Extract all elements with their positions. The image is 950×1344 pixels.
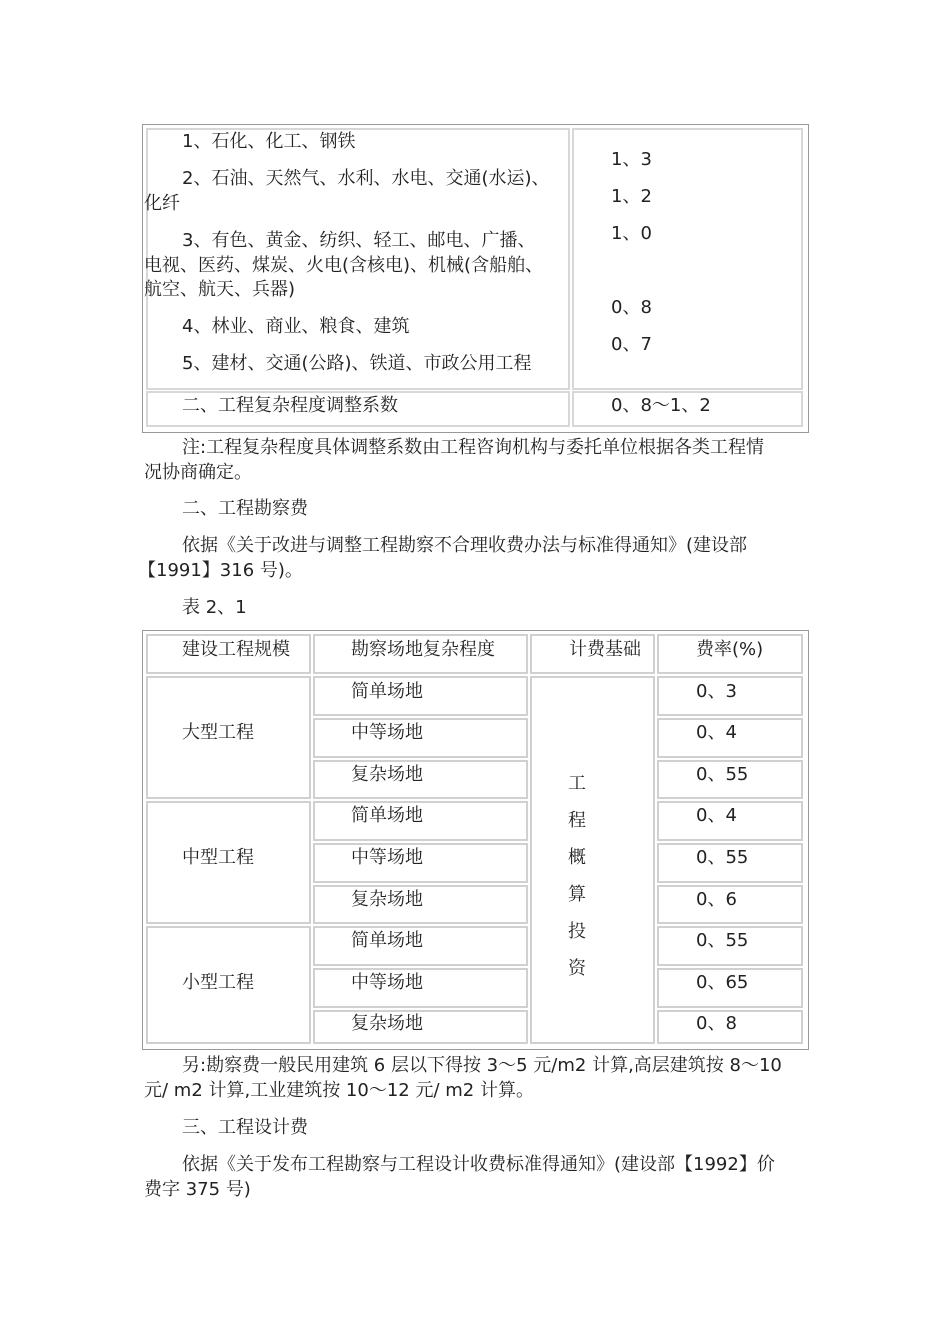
industry-item: 1、石化、化工、钢铁 (182, 131, 356, 152)
coefficient-value: 1、2 (611, 186, 652, 207)
coefficient-value: 1、0 (611, 223, 652, 244)
site-label: 复杂场地 (351, 764, 423, 785)
basis-line: 费字 375 号) (144, 1179, 251, 1200)
note-line: 另:勘察费一般民用建筑 6 层以下得按 3～5 元/m2 计算,高层建筑按 8～10 (182, 1055, 782, 1076)
industry-item: 3、有色、黄金、纺织、轻工、邮电、广播、 (182, 230, 536, 251)
industry-item: 5、建材、交通(公路)、铁道、市政公用工程 (182, 353, 532, 374)
rate-value: 0、6 (696, 889, 737, 910)
complexity-label: 二、工程复杂程度调整系数 (182, 395, 398, 416)
industry-item: 4、林业、商业、粮食、建筑 (182, 316, 410, 337)
fee-basis-char: 概 (568, 847, 586, 868)
site-label: 中等场地 (351, 972, 423, 993)
group-label-large: 大型工程 (182, 722, 254, 743)
header-scale: 建设工程规模 (182, 639, 290, 660)
industry-item: 航空、航天、兵器) (144, 279, 296, 300)
header-site-complexity: 勘察场地复杂程度 (351, 639, 495, 660)
industry-item: 化纤 (144, 193, 180, 214)
header-rate: 费率(%) (696, 639, 764, 660)
rate-value: 0、55 (696, 847, 749, 868)
rate-value: 0、65 (696, 972, 749, 993)
rate-value: 0、8 (696, 1013, 737, 1034)
site-label: 简单场地 (351, 930, 423, 951)
coefficient-value: 0、7 (611, 334, 652, 355)
coefficient-value: 1、3 (611, 149, 652, 170)
basis-line: 【1991】316 号)。 (138, 560, 303, 581)
industry-item: 电视、医药、煤炭、火电(含核电)、机械(含船舶、 (144, 255, 544, 276)
section-heading: 三、工程设计费 (182, 1117, 308, 1138)
basis-line: 依据《关于发布工程勘察与工程设计收费标准得通知》(建设部【1992】价 (182, 1154, 775, 1175)
fee-basis-char: 工 (568, 773, 586, 794)
site-label: 简单场地 (351, 681, 423, 702)
site-label: 复杂场地 (351, 889, 423, 910)
rate-value: 0、4 (696, 722, 737, 743)
rate-value: 0、4 (696, 805, 737, 826)
site-label: 复杂场地 (351, 1013, 423, 1034)
fee-basis-char: 程 (568, 810, 586, 831)
note-line: 元/ m2 计算,工业建筑按 10～12 元/ m2 计算。 (144, 1080, 534, 1101)
rate-value: 0、55 (696, 764, 749, 785)
coefficient-value: 0、8 (611, 297, 652, 318)
rate-value: 0、3 (696, 681, 737, 702)
rate-value: 0、55 (696, 930, 749, 951)
fee-basis-char: 算 (568, 884, 586, 905)
site-label: 中等场地 (351, 722, 423, 743)
site-label: 简单场地 (351, 805, 423, 826)
industry-item: 2、石油、天然气、水利、水电、交通(水运)、 (182, 168, 550, 189)
complexity-value: 0、8～1、2 (611, 395, 711, 416)
header-fee-basis: 计费基础 (569, 639, 641, 660)
section-heading: 二、工程勘察费 (182, 498, 308, 519)
basis-line: 依据《关于改进与调整工程勘察不合理收费办法与标准得通知》(建设部 (182, 535, 748, 556)
group-label-medium: 中型工程 (182, 847, 254, 868)
fee-basis-char: 投 (568, 921, 586, 942)
site-label: 中等场地 (351, 847, 423, 868)
fee-basis-cell (530, 676, 655, 1044)
note-line: 况协商确定。 (144, 462, 252, 483)
fee-basis-char: 资 (568, 958, 586, 979)
note-line: 注:工程复杂程度具体调整系数由工程咨询机构与委托单位根据各类工程情 (182, 437, 765, 458)
table-caption: 表 2、1 (182, 597, 247, 618)
coefficient-table-right-cell (572, 128, 803, 390)
group-label-small: 小型工程 (182, 972, 254, 993)
